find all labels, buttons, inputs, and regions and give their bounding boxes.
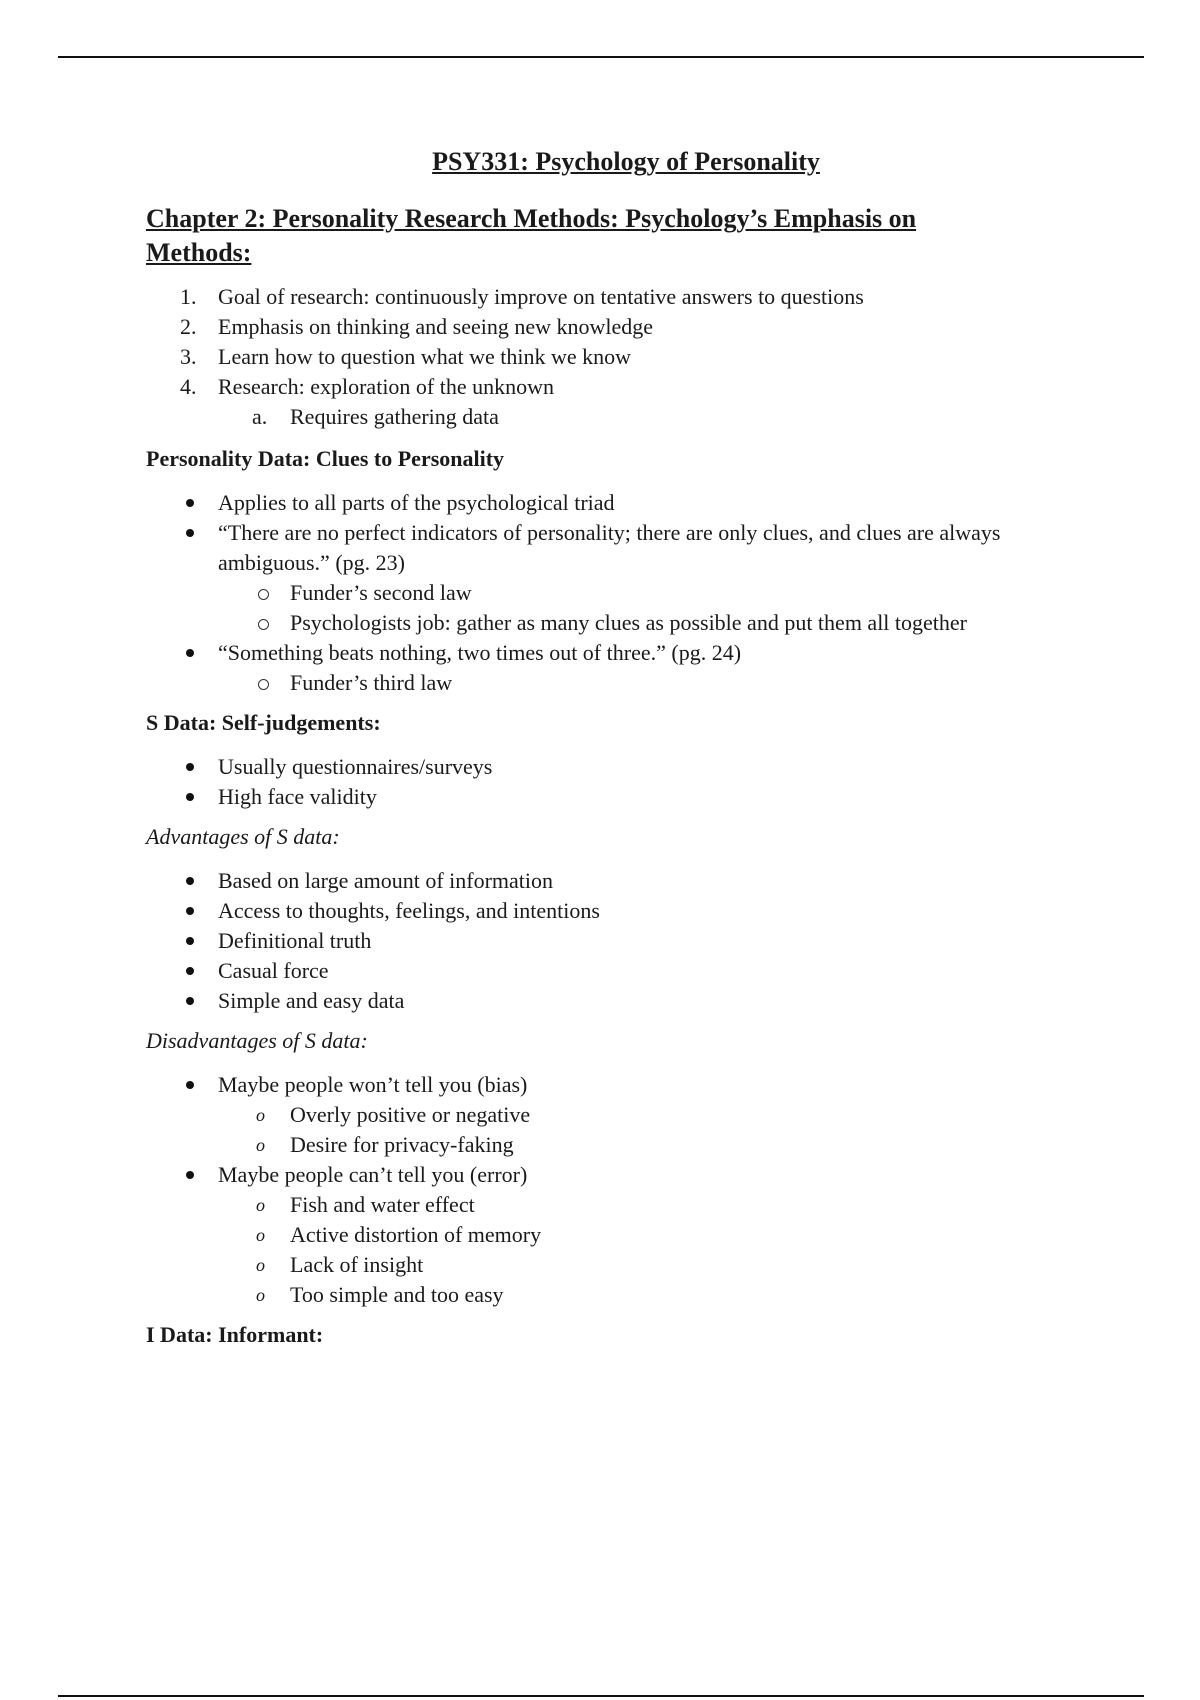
- bullet-icon: [186, 877, 194, 885]
- list-item: [146, 342, 1106, 372]
- italic-o-bullet-icon: o: [256, 1195, 265, 1215]
- sub-bullet-item: [146, 668, 1106, 698]
- section-heading-i-data: I Data: Informant:: [146, 1322, 324, 1347]
- bullet-text: Maybe people won’t tell you (bias): [218, 1072, 528, 1097]
- list-letter: a.: [252, 404, 268, 429]
- bullet-text: Simple and easy data: [218, 988, 405, 1013]
- italic-o-bullet-icon: o: [256, 1105, 265, 1125]
- subheading-disadvantages: Disadvantages of S data:: [146, 1028, 368, 1053]
- top-rule: [58, 56, 1144, 58]
- bullet-item: [146, 866, 1106, 896]
- list-item-text: Research: exploration of the unknown: [218, 374, 555, 399]
- document-body: [146, 142, 1106, 1364]
- sub-bullet-item: [146, 1250, 1106, 1280]
- italic-o-bullet-icon: o: [256, 1255, 265, 1275]
- list-number: 3.: [180, 344, 197, 369]
- sub-bullet-item: [146, 1100, 1106, 1130]
- bullet-icon: [186, 763, 194, 771]
- bullet-text: Definitional truth: [218, 928, 372, 953]
- sub-bullet-text: Lack of insight: [290, 1252, 424, 1277]
- s-data-list: [146, 752, 1106, 812]
- bullet-item: [146, 782, 1106, 812]
- list-item-text: Learn how to question what we think we know: [218, 344, 632, 369]
- sub-bullet-item: [146, 1220, 1106, 1250]
- sub-bullet-text: Psychologists job: gather as many clues as possible and put them all together: [290, 610, 967, 635]
- bullet-icon: [186, 937, 194, 945]
- bullet-icon: [186, 1081, 194, 1089]
- subheading-advantages: Advantages of S data:: [146, 824, 340, 849]
- disadvantages-list: [146, 1070, 1106, 1310]
- sub-list-item-text: Requires gathering data: [290, 404, 499, 429]
- bullet-item: [146, 518, 1106, 638]
- bullet-item: [146, 956, 1106, 986]
- list-number: 4.: [180, 374, 197, 399]
- circle-bullet-icon: [258, 679, 269, 690]
- bullet-icon: [186, 997, 194, 1005]
- bullet-text: Based on large amount of information: [218, 868, 554, 893]
- bullet-item: [146, 638, 1106, 698]
- bullet-item: [146, 896, 1106, 926]
- bullet-text: Casual force: [218, 958, 329, 983]
- sub-bullet-list: [218, 578, 1106, 638]
- sub-bullet-item: [146, 608, 1106, 638]
- list-number: 2.: [180, 314, 197, 339]
- sub-list-item: [146, 402, 1106, 432]
- sub-bullet-item: [146, 1190, 1106, 1220]
- bullet-text: “There are no perfect indicators of personality; there are only clues, and clues are always ambiguous.” (pg. 23): [218, 520, 1001, 575]
- bullet-item: [146, 926, 1106, 956]
- sub-bullet-text: Too simple and too easy: [290, 1282, 504, 1307]
- bullet-text: Maybe people can’t tell you (error): [218, 1162, 528, 1187]
- personality-data-list: [146, 488, 1106, 698]
- sub-bullet-text: Active distortion of memory: [290, 1222, 542, 1247]
- list-number: 1.: [180, 284, 197, 309]
- sub-bullet-text: Overly positive or negative: [290, 1102, 531, 1127]
- bullet-icon: [186, 967, 194, 975]
- bullet-text: High face validity: [218, 784, 377, 809]
- list-item-text: Emphasis on thinking and seeing new knowledge: [218, 314, 654, 339]
- bullet-item: [146, 986, 1106, 1016]
- bullet-icon: [186, 907, 194, 915]
- list-item: [146, 282, 1106, 312]
- chapter-title: Chapter 2: Personality Research Methods: Psychology’s Emphasis on Methods:: [146, 204, 917, 267]
- list-item-text: Goal of research: continuously improve on tentative answers to questions: [218, 284, 864, 309]
- bullet-item: [146, 1160, 1106, 1310]
- sub-bullet-list: [218, 668, 1106, 698]
- section-heading-s-data: S Data: Self-judgements:: [146, 710, 381, 735]
- intro-sub-list: [218, 402, 1106, 432]
- bullet-item: [146, 488, 1106, 518]
- advantages-list: [146, 866, 1106, 1016]
- bullet-text: Applies to all parts of the psychological triad: [218, 490, 615, 515]
- bullet-item: [146, 1070, 1106, 1160]
- list-item: [146, 372, 1106, 432]
- sub-bullet-list: [218, 1100, 1106, 1160]
- bullet-icon: [186, 529, 194, 537]
- italic-o-bullet-icon: o: [256, 1225, 265, 1245]
- bullet-item: [146, 752, 1106, 782]
- sub-bullet-item: [146, 578, 1106, 608]
- sub-bullet-text: Funder’s third law: [290, 670, 453, 695]
- italic-o-bullet-icon: o: [256, 1135, 265, 1155]
- sub-bullet-text: Fish and water effect: [290, 1192, 475, 1217]
- circle-bullet-icon: [258, 619, 269, 630]
- bullet-icon: [186, 793, 194, 801]
- sub-bullet-item: [146, 1280, 1106, 1310]
- bullet-text: Usually questionnaires/surveys: [218, 754, 493, 779]
- intro-numbered-list: [146, 282, 1106, 432]
- circle-bullet-icon: [258, 589, 269, 600]
- sub-bullet-text: Funder’s second law: [290, 580, 472, 605]
- sub-bullet-item: [146, 1130, 1106, 1160]
- bullet-text: “Something beats nothing, two times out of three.” (pg. 24): [218, 640, 742, 665]
- bottom-rule: [58, 1695, 1144, 1697]
- sub-bullet-text: Desire for privacy-faking: [290, 1132, 514, 1157]
- bullet-text: Access to thoughts, feelings, and intentions: [218, 898, 600, 923]
- list-item: [146, 312, 1106, 342]
- section-heading-personality-data: Personality Data: Clues to Personality: [146, 446, 505, 471]
- italic-o-bullet-icon: o: [256, 1285, 265, 1305]
- sub-bullet-list: [218, 1190, 1106, 1310]
- bullet-icon: [186, 1171, 194, 1179]
- bullet-icon: [186, 499, 194, 507]
- bullet-icon: [186, 649, 194, 657]
- document-title: PSY331: Psychology of Personality: [432, 147, 820, 176]
